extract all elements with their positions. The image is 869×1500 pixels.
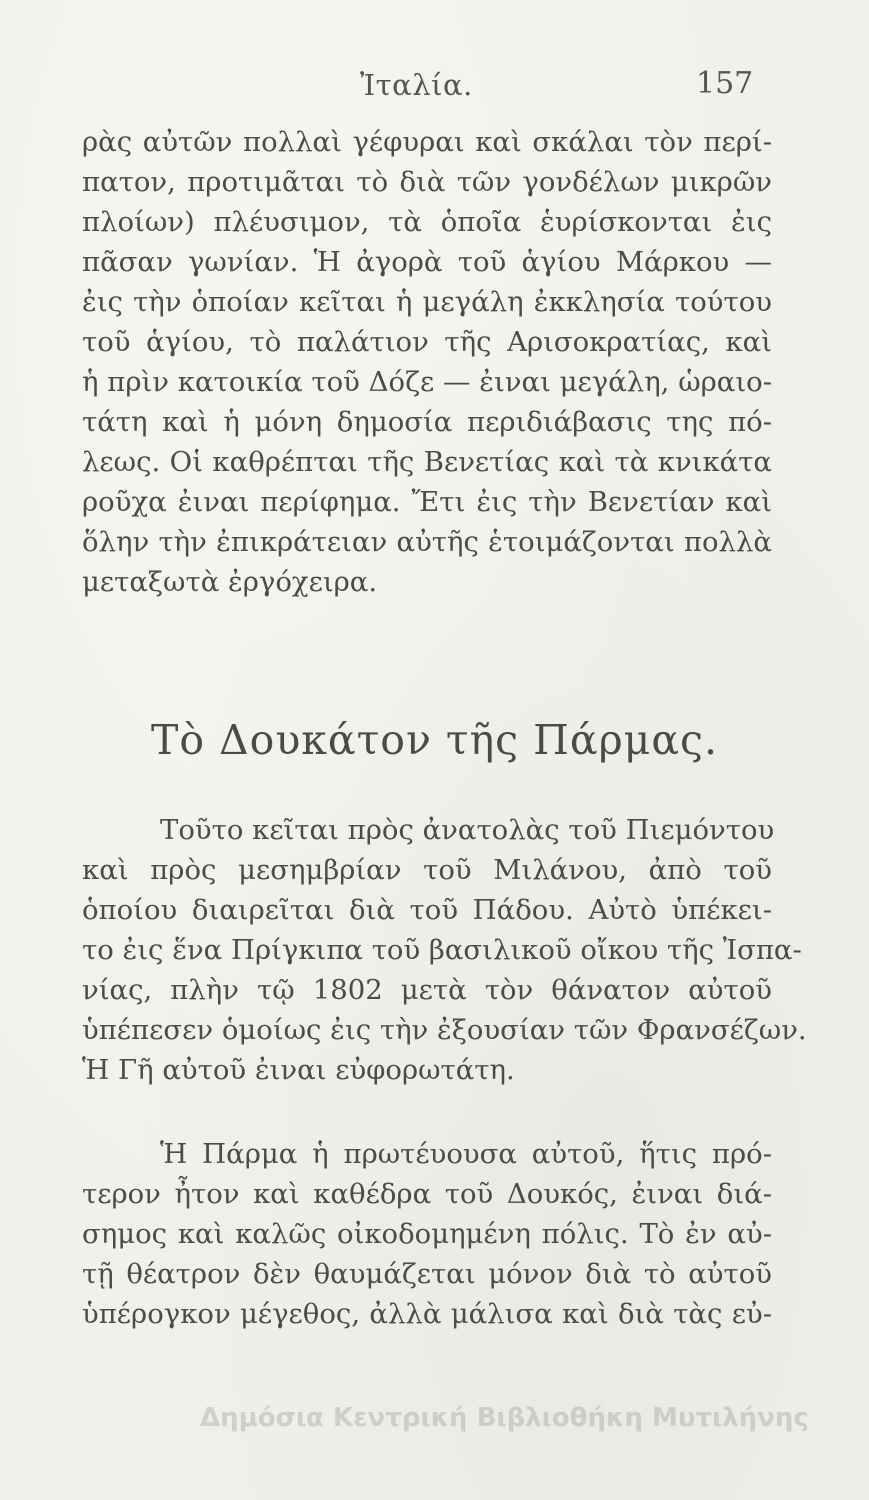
text-line: ἡ πρὶν κατοικία τοῦ Δόζε — ἐιναι μεγάλη, ὡραιο- <box>82 366 772 398</box>
text-line: ἐις τὴν ὁποίαν κεῖται ἡ μεγάλη ἐκκλησία τούτου <box>82 286 772 318</box>
text-line: πλοίων) πλέυσιμον, τὰ ὁποῖα ἑυρίσκονται ἐις <box>82 206 772 238</box>
paragraph-venice <box>82 122 772 602</box>
text-line: ὁποίου διαιρεῖται διὰ τοῦ Πάδου. Αὐτὸ ὑπέκει- <box>82 894 772 926</box>
text-line: τοῦ ἁγίου, τὸ παλάτιον τῆς Αρισοκρατίας, καὶ <box>82 326 772 358</box>
text-line: ρὰς αὐτῶν πολλαὶ γέφυραι καὶ σκάλαι τὸν περί- <box>82 126 772 158</box>
page-number: 157 <box>696 66 754 101</box>
text-line: τάτη καὶ ἡ μόνη δημοσία περιδιάβασις της πό- <box>82 406 772 438</box>
text-line: Ἡ Γῆ αὐτοῦ ἐιναι εὐφορωτάτη. <box>82 1054 515 1086</box>
paragraph-duchy <box>82 810 807 1090</box>
text-line: σημος καὶ καλῶς οἰκοδομημένη πόλις. Τὸ ἐν αὐ- <box>82 1218 772 1250</box>
text-line: πατον, προτιμᾶται τὸ διὰ τῶν γονδέλων μικρῶν <box>82 166 772 198</box>
text-line: καὶ πρὸς μεσημβρίαν τοῦ Μιλάνου, ἀπὸ τοῦ <box>82 854 772 886</box>
text-line: λεως. Οἱ καθρέπται τῆς Βενετίας καὶ τὰ κνικάτα <box>82 446 772 478</box>
running-head <box>0 62 869 102</box>
section-heading: Τὸ Δουκάτον τῆς Πάρμας. <box>150 716 719 764</box>
paragraph-parma <box>82 1134 772 1334</box>
text-line: ὅλην τὴν ἐπικράτειαν αὐτῆς ἑτοιμάζονται πολλὰ <box>82 526 772 558</box>
text-line: τερον ἦτον καὶ καθέδρα τοῦ Δουκός, ἐιναι διά- <box>82 1178 772 1210</box>
text-line: ροῦχα ἐιναι περίφημα. Ἔτι ἐις τὴν Βενετίαν καὶ <box>82 486 772 518</box>
text-line: ὑπέπεσεν ὁμοίως ἐις τὴν ἐξουσίαν τῶν Φρανσέζων. <box>82 1014 807 1046</box>
text-line: Τοῦτο κεῖται πρὸς ἀνατολὰς τοῦ Πιεμόντου <box>160 814 775 846</box>
text-line: νίας, πλὴν τῷ 1802 μετὰ τὸν θάνατον αὐτοῦ <box>82 974 772 1006</box>
text-line: το ἐις ἕνα Πρίγκιπα τοῦ βασιλικοῦ οἴκου τῆς Ἰσπα- <box>82 934 802 966</box>
running-title: Ἰταλία. <box>360 68 473 102</box>
text-line: ὑπέρογκον μέγεθος, ἀλλὰ μάλισα καὶ διὰ τὰς εὐ- <box>82 1298 772 1330</box>
library-watermark: Δημόσια Κεντρική Βιβλιοθήκη Μυτιλήνης <box>200 1403 809 1433</box>
text-line: μεταξωτὰ ἐργόχειρα. <box>82 566 378 598</box>
text-line: Ἡ Πάρμα ἡ πρωτέυουσα αὐτοῦ, ἥτις πρό- <box>160 1138 772 1170</box>
text-line: τῇ θέατρον δὲν θαυμάζεται μόνον διὰ τὸ αὐτοῦ <box>82 1258 772 1290</box>
text-line: πᾶσαν γωνίαν. Ἡ ἀγορὰ τοῦ ἁγίου Μάρκου — <box>82 246 772 278</box>
